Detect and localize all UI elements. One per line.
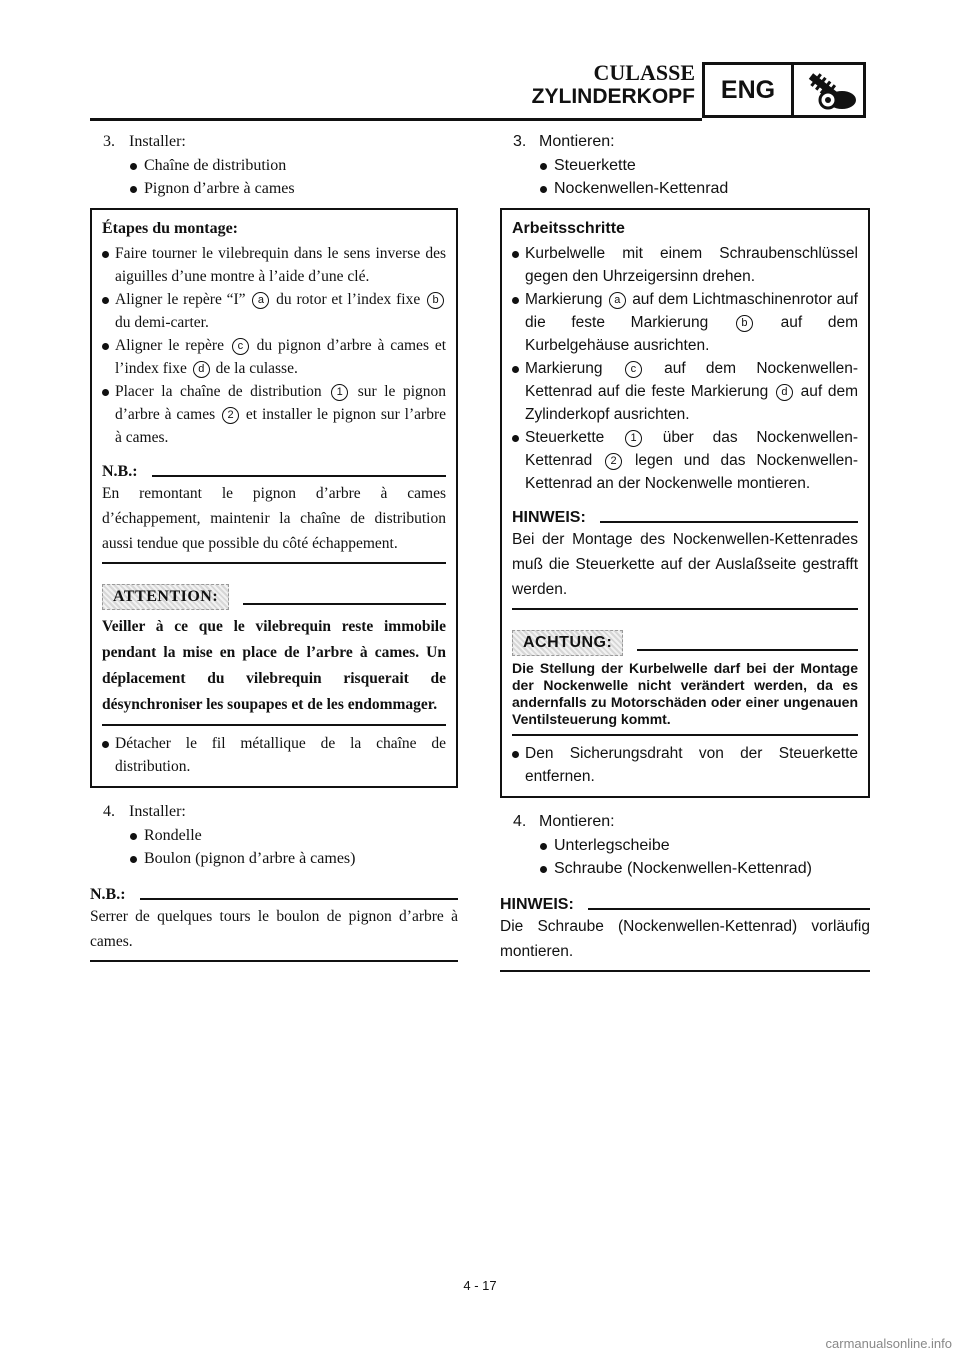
watermark: carmanualsonline.info [825, 1336, 952, 1351]
list-item [102, 242, 446, 288]
step4-heading [513, 810, 870, 834]
step-text: Aligner le repère “I” [115, 291, 251, 308]
part-callout: 2 [605, 453, 622, 470]
header-title-fr: CULASSE [593, 60, 695, 85]
engine-wrench-icon [794, 65, 863, 115]
caution-header [512, 630, 858, 656]
step-number: 3. [103, 133, 115, 150]
caution-rule [243, 603, 446, 605]
list-item: Pignon d’arbre à cames [130, 177, 458, 200]
list-item: Boulon (pignon d’arbre à cames) [130, 847, 458, 870]
list-item: Nockenwellen-Kettenrad [540, 177, 870, 200]
page-number: 4 - 17 [463, 1278, 497, 1293]
caution-label: ACHTUNG: [512, 630, 623, 656]
list-item [102, 288, 446, 334]
note-end-rule [512, 608, 858, 610]
list-item [102, 334, 446, 380]
mark-callout: d [776, 384, 793, 401]
mark-callout: c [625, 361, 642, 378]
box-title: Arbeitsschritte [512, 220, 625, 237]
note-text: En remontant le pignon d’arbre à cames d’échappement, maintenir la chaîne de distribution aussi tendue que possible du côté échappement. [102, 485, 446, 552]
step4-parts [90, 824, 458, 870]
step-text: auf dem Kurbelgehäuse ausrichten. [525, 314, 858, 354]
step-text: Markierung [525, 291, 607, 308]
step-title: Montieren: [539, 813, 615, 830]
step-text: de la culasse. [211, 360, 298, 377]
mark-callout: c [232, 338, 249, 355]
list-item [512, 357, 858, 426]
step3-heading [513, 130, 870, 154]
note-label: N.B.: [90, 886, 126, 903]
step-text: du demi-carter. [115, 314, 209, 331]
caution-text: Die Stellung der Kurbelwelle darf bei der Montage der Nockenwelle nicht verändert werden, da es andernfalls zu Motorschäden oder einer ungenauen Ventilsteuerung kommt. [512, 660, 858, 727]
header-rule [90, 118, 702, 121]
step-text: Kurbelwelle mit einem Schraubenschlüssel gegen den Uhrzeigersinn drehen. [525, 245, 858, 285]
note-rule [600, 521, 858, 523]
step-title: Montieren: [539, 133, 615, 150]
list-item: Schraube (Nockenwellen-Kettenrad) [540, 857, 870, 880]
list-item: Unterlegscheibe [540, 834, 870, 857]
list-item: Détacher le fil métallique de la chaîne de distribution. [102, 732, 446, 778]
list-item [102, 380, 446, 449]
final-step [512, 742, 858, 788]
assembly-steps-box [90, 208, 458, 788]
mark-callout: b [736, 315, 753, 332]
note2-end-rule [90, 960, 458, 962]
note-text: Bei der Montage des Nockenwellen-Kettenrades muß die Steuerkette auf der Auslaßseite gestrafft werden. [512, 531, 858, 598]
mark-callout: b [427, 292, 444, 309]
note-label: N.B.: [102, 463, 138, 480]
mark-callout: a [252, 292, 269, 309]
section-badge [702, 62, 866, 118]
step-text: auf dem Nockenwellen-Kettenrad auf die feste Markierung [525, 360, 858, 400]
step3-parts [90, 154, 458, 200]
list-item [512, 426, 858, 495]
step-title: Installer: [129, 133, 186, 150]
step4-parts [500, 834, 870, 880]
mark-callout: a [609, 292, 626, 309]
step-number: 4. [103, 803, 115, 820]
step-text: et installer le pignon sur l’arbre à cames. [115, 406, 446, 446]
note-rule [152, 475, 446, 477]
caution-end-rule [512, 734, 858, 736]
list-item: Den Sicherungsdraht von der Steuerkette entfernen. [512, 742, 858, 788]
badge-label: ENG [705, 65, 794, 115]
assembly-steps-box [500, 208, 870, 798]
step3-heading [103, 130, 458, 154]
mark-callout: d [193, 361, 210, 378]
step-text: Steuerkette [525, 429, 624, 446]
box-title: Étapes du montage: [102, 220, 239, 237]
note-label: HINWEIS: [512, 509, 586, 526]
caution-label: ATTENTION: [102, 584, 229, 610]
column-german [500, 126, 870, 972]
list-item [512, 288, 858, 357]
assembly-steps [102, 242, 446, 449]
step4-heading [103, 800, 458, 824]
note2-header [500, 896, 870, 914]
step-number: 3. [513, 133, 527, 150]
caution-rule [637, 649, 858, 651]
note-rule [140, 898, 458, 900]
step-text: auf dem Zylinderkopf ausrichten. [525, 383, 858, 423]
part-callout: 1 [331, 384, 348, 401]
step-text: du pignon d’arbre à cames et l’index fixe [115, 337, 447, 377]
step-text: Placer la chaîne de distribution [115, 383, 330, 400]
step-text: sur le pignon d’arbre à cames [115, 383, 447, 423]
note-header [512, 509, 858, 527]
caution-text: Veiller à ce que le vilebrequin reste immobile pendant la mise en place de l’arbre à cames. Un déplacement du vilebrequin risquerait de désynchroniser les soupapes et de les endommager. [102, 618, 446, 713]
step-text: Markierung [525, 360, 623, 377]
step-text: über das Nockenwellen-Kettenrad [525, 429, 859, 469]
step-text: Faire tourner le vilebrequin dans le sens inverse des aiguilles d’une montre à l’aide d’une clé. [115, 245, 446, 285]
step-title: Installer: [129, 803, 186, 820]
step-number: 4. [513, 813, 527, 830]
note-header [102, 463, 446, 481]
note-label: HINWEIS: [500, 896, 574, 913]
list-item [512, 242, 858, 288]
caution-end-rule [102, 724, 446, 726]
step-text: auf dem Lichtmaschinenrotor auf die feste Markierung [525, 291, 858, 331]
step3-parts [500, 154, 870, 200]
note2-text: Serrer de quelques tours le boulon de pignon d’arbre à cames. [90, 908, 458, 950]
list-item: Chaîne de distribution [130, 154, 458, 177]
step-text: Aligner le repère [115, 337, 230, 354]
note2-header [90, 886, 458, 904]
final-step [102, 732, 446, 778]
note-rule [588, 908, 870, 910]
note-end-rule [102, 562, 446, 564]
column-french [90, 126, 458, 962]
list-item: Rondelle [130, 824, 458, 847]
assembly-steps [512, 242, 858, 495]
part-callout: 1 [625, 430, 642, 447]
list-item: Steuerkette [540, 154, 870, 177]
step-text: du rotor et l’index fixe [271, 291, 425, 308]
step-text: legen und das Nockenwellen-Kettenrad an der Nockenwelle montieren. [525, 452, 858, 492]
caution-header [102, 584, 446, 610]
note2-text: Die Schraube (Nockenwellen-Kettenrad) vorläufig montieren. [500, 918, 870, 960]
note2-end-rule [500, 970, 870, 972]
header-title-de: ZYLINDERKOPF [531, 85, 695, 108]
part-callout: 2 [222, 407, 239, 424]
